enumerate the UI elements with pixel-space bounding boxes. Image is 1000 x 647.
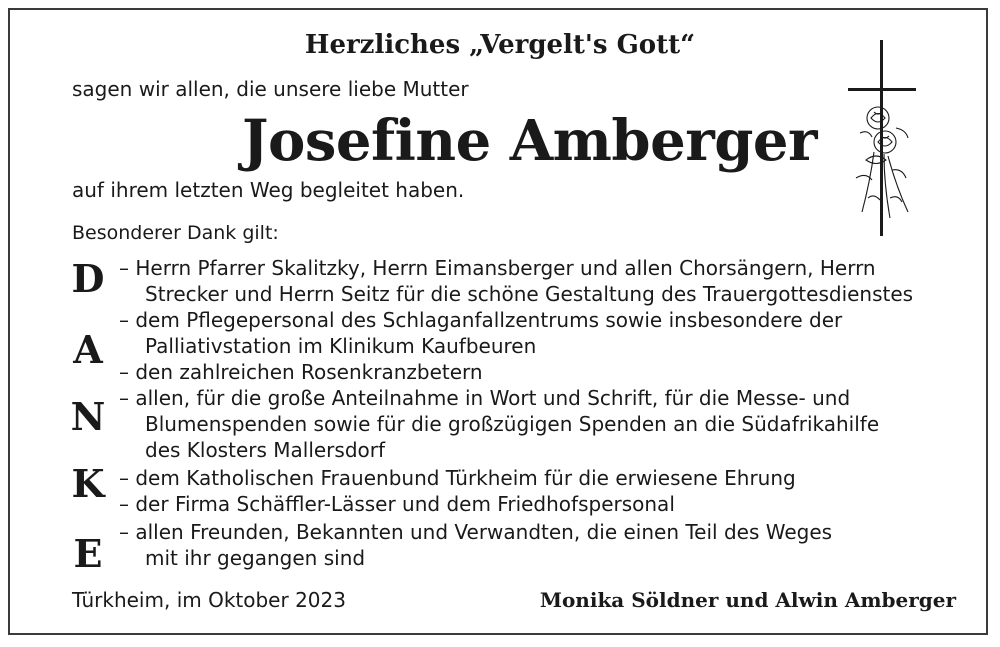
thanks-line: Palliativstation im Klinikum Kaufbeuren <box>145 334 537 358</box>
thanks-line: – dem Katholischen Frauenbund Türkheim für die erwiesene Ehrung <box>119 466 796 490</box>
thanks-line: – allen Freunden, Bekannten und Verwandten, die einen Teil des Weges <box>119 520 833 544</box>
deceased-name: Josefine Amberger <box>242 108 817 174</box>
thanks-line: Blumenspenden sowie für die großzügigen Spenden an die Südafrikahilfe <box>145 412 880 436</box>
thanks-line: – der Firma Schäffler-Lässer und dem Friedhofspersonal <box>119 492 675 516</box>
danke-letter: D <box>71 256 105 301</box>
danke-letter: K <box>71 461 105 506</box>
special-thanks-label: Besonderer Dank gilt: <box>72 222 279 244</box>
outro-text: auf ihrem letzten Weg begleitet haben. <box>72 178 465 202</box>
thanks-line: mit ihr gegangen sind <box>145 546 366 570</box>
thanks-line: des Klosters Mallersdorf <box>145 438 386 462</box>
thanks-line: – allen, für die große Anteilnahme in Wort und Schrift, für die Messe- und <box>119 386 851 410</box>
place-date: Türkheim, im Oktober 2023 <box>72 588 346 612</box>
thanks-line: – dem Pflegepersonal des Schlaganfallzentrums sowie insbesondere der <box>119 308 843 332</box>
intro-text: sagen wir allen, die unsere liebe Mutter <box>72 77 469 101</box>
thanks-line: – den zahlreichen Rosenkranzbetern <box>119 360 483 384</box>
cross-with-roses-icon <box>838 38 928 238</box>
thanks-line: Strecker und Herrn Seitz für die schöne Gestaltung des Trauergottesdienstes <box>145 282 914 306</box>
signatories: Monika Söldner und Alwin Amberger <box>539 588 956 612</box>
danke-letter: E <box>73 531 103 576</box>
danke-letter: N <box>70 394 106 439</box>
danke-letter: A <box>73 327 103 372</box>
notice-heading: Herzliches „Vergelt's Gott“ <box>304 30 696 60</box>
thanks-line: – Herrn Pfarrer Skalitzky, Herrn Eimansberger und allen Chorsängern, Herrn <box>119 256 876 280</box>
